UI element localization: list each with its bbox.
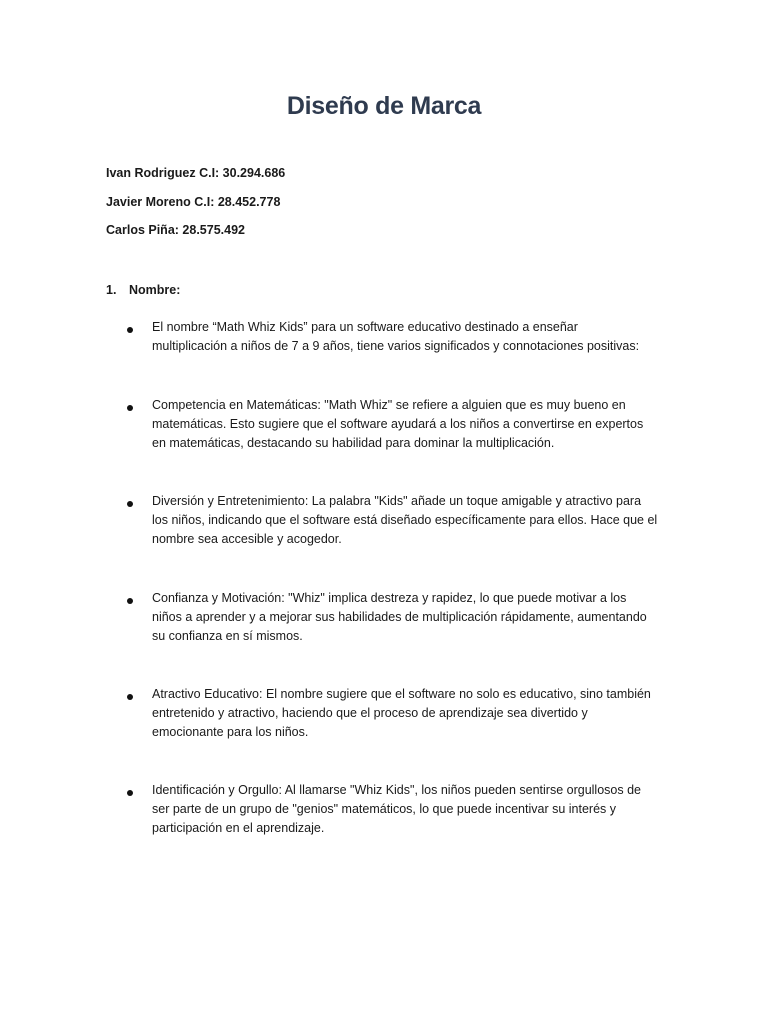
bullet-text-line: Atractivo Educativo: El nombre sugiere que el software no solo es educativo, sino también [152,687,651,701]
bullet-text-line: Confianza y Motivación: "Whiz" implica destreza y rapidez, lo que puede motivar a los [152,591,627,605]
section-number: 1. [106,283,117,297]
author-line: Javier Moreno C.I: 28.452.778 [106,195,281,209]
bullet-text-line: multiplicación a niños de 7 a 9 años, tiene varios significados y connotaciones positivas: [152,339,640,353]
bullet-text-line: participación en el aprendizaje. [152,821,325,835]
page-title: Diseño de Marca [286,92,482,120]
section-label: Nombre: [129,283,181,297]
bullet-icon [127,327,133,333]
bullet-text-line: Identificación y Orgullo: Al llamarse "Whiz Kids", los niños pueden sentirse orgullosos de [152,783,641,797]
bullet-text-line: matemáticas. Esto sugiere que el software ayudará a los niños a convertirse en expertos [152,417,644,431]
bullet-text-line: El nombre “Math Whiz Kids” para un software educativo destinado a enseñar [152,320,578,334]
bullet-text-line: su confianza en sí mismos. [152,629,303,643]
bullet-text-line: nombre sea accesible y acogedor. [152,532,342,546]
bullet-icon [127,405,133,411]
bullet-text-line: emocionante para los niños. [152,725,309,739]
bullet-text-line: entretenido y atractivo, haciendo que el proceso de aprendizaje sea divertido y [152,706,588,720]
bullet-text-line: en matemáticas, destacando su habilidad para dominar la multiplicación. [152,436,555,450]
author-line: Ivan Rodriguez C.I: 30.294.686 [106,166,286,180]
bullet-text-line: niños a aprender y a mejorar sus habilidades de multiplicación rápidamente, aumentando [152,610,647,624]
bullet-text-line: Diversión y Entretenimiento: La palabra "Kids" añade un toque amigable y atractivo para [152,494,642,508]
bullet-icon [127,598,133,604]
section-heading [106,283,180,297]
bullet-text-line: los niños, indicando que el software está diseñado específicamente para ellos. Hace que el [152,513,658,527]
bullet-icon [127,501,133,507]
bullet-icon [127,790,133,796]
bullet-text-line: ser parte de un grupo de "genios" matemáticos, lo que puede incentivar su interés y [152,802,617,816]
author-line: Carlos Piña: 28.575.492 [106,223,245,237]
bullet-text-line: Competencia en Matemáticas: "Math Whiz" se refiere a alguien que es muy bueno en [152,398,626,412]
bullet-icon [127,694,133,700]
